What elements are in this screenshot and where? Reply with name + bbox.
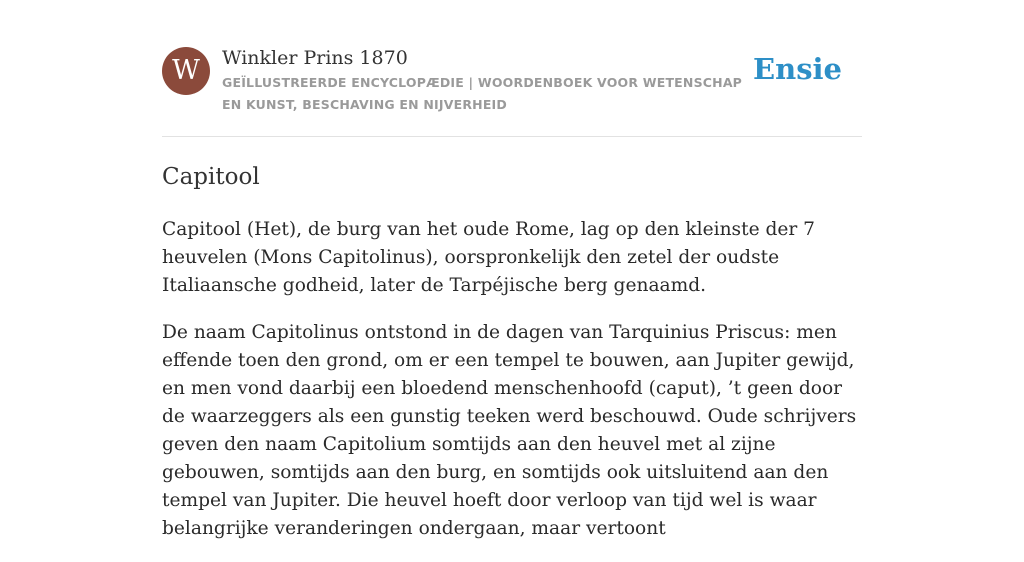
publication-title[interactable]: Winkler Prins 1870 bbox=[222, 47, 408, 69]
publication-header bbox=[162, 0, 862, 137]
publication-avatar[interactable]: W bbox=[162, 47, 210, 95]
publication-subtitle: GEÏLLUSTREERDE ENCYCLOPÆDIE | WOORDENBOEK VOOR WETENSCHAP EN KUNST, BESCHAVING EN NIJVERHEID bbox=[222, 75, 743, 112]
publication-title-block bbox=[222, 44, 752, 116]
article-body bbox=[162, 216, 862, 543]
article-title: Capitool bbox=[162, 164, 260, 190]
ensie-logo-link[interactable]: Ensie bbox=[753, 52, 842, 86]
article-paragraph: Capitool (Het), de burg van het oude Rome, lag op den kleinste der 7 heuvelen (Mons Capitolinus), oorspronkelijk den zetel der oudste Italiaansche godheid, later de Tarpéjische berg genaamd. bbox=[162, 219, 816, 296]
article-paragraph: De naam Capitolinus ontstond in de dagen van Tarquinius Priscus: men effende toen den grond, om er een tempel te bouwen, aan Jupiter gewijd, en men vond daarbij een bloedend menschenhoofd (caput), ’t geen door de waarzeggers als een gunstig teeken werd beschouwd. Oude schrijvers geven den naam Capitolium somtijds aan den heuvel met al zijne gebouwen, somtijds aan den burg, en somtijds ook uitsluitend aan den tempel van Jupiter. Die heuvel hoeft door verloop van tijd wel is waar belangrijke veranderingen ondergaan, maar vertoont bbox=[162, 322, 857, 539]
page-container bbox=[162, 0, 862, 562]
